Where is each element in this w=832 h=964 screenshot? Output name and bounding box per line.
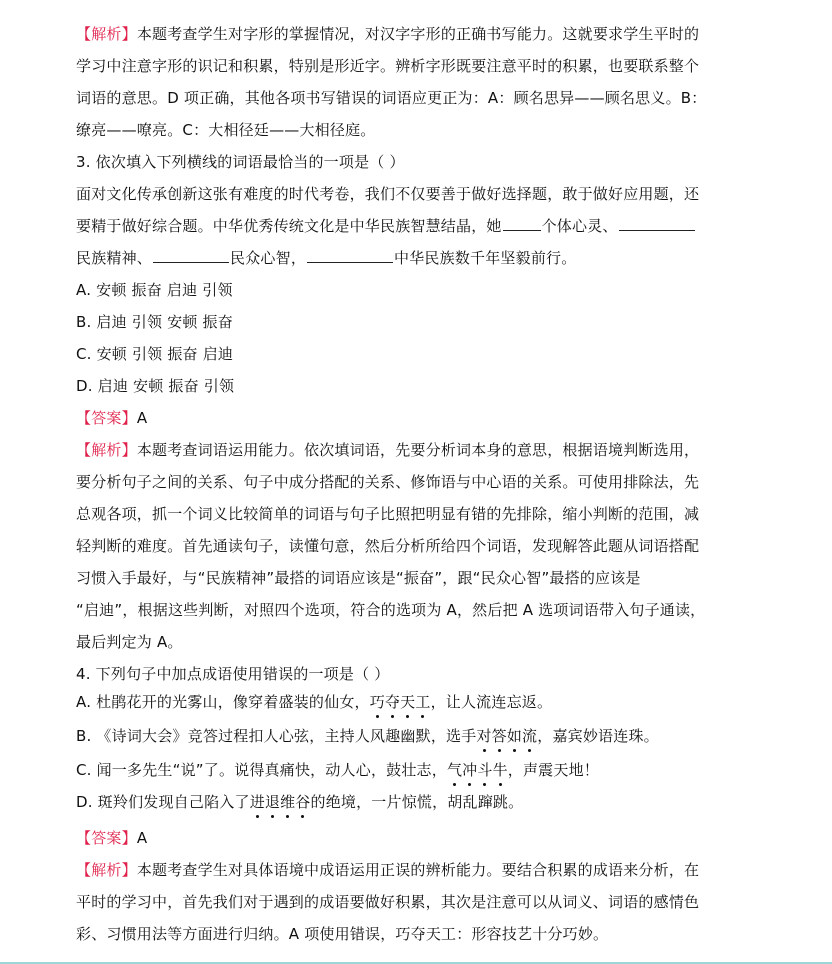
dotted-character: 对: [476, 727, 492, 745]
dotted-character: 答: [491, 727, 507, 745]
option-text: B. 《诗词大会》竞答过程扣人心弦，主持人风趣幽默，选手: [76, 727, 477, 745]
analysis-paragraph-line: [76, 440, 699, 460]
blank-4: [307, 248, 393, 263]
dotted-character: 进: [249, 793, 265, 811]
analysis-text: 本题考查词语运用能力。依次填词语，先要分析词本身的意思，根据语境判断选用，: [136, 441, 700, 459]
option-d: D. 启迪 安顿 振奋 引领: [76, 377, 235, 395]
passage-text: 个体心灵、: [541, 217, 618, 235]
dotted-character: 维: [280, 793, 296, 811]
analysis-label: 【解析】: [76, 25, 137, 43]
question-3-passage: [76, 216, 696, 236]
passage-text: 民众心智，: [230, 249, 307, 267]
option-text: C. 闻一多先生“说”了。说得真痛快，动人心，鼓壮志，: [76, 761, 447, 779]
question-3-passage: [76, 248, 576, 268]
question-3-stem: 3. 依次填入下列横线的词语最恰当的一项是（ ）: [76, 153, 405, 171]
analysis-text: 轻判断的难度。首先通读句子，读懂句意，然后分析所给四个词语，发现解答此题从词语搭配: [76, 537, 700, 555]
dotted-idiom: [476, 727, 537, 745]
dotted-character: 工: [415, 693, 431, 711]
option-text: D. 斑羚们发现自己陷入了: [76, 793, 250, 811]
analysis-paragraph-line: [76, 24, 699, 44]
analysis-text: 本题考查学生对具体语境中成语运用正误的辨析能力。要结合积累的成语来分析，在: [136, 861, 700, 879]
option-d: [76, 792, 523, 812]
analysis-text: 最后判定为 A。: [76, 633, 183, 651]
dotted-character: 巧: [369, 693, 385, 711]
analysis-text: 总观各项，抓一个词义比较简单的词语与句子比照把明显有错的先排除，缩小判断的范围，减: [76, 505, 700, 523]
dotted-character: 流: [522, 727, 538, 745]
analysis-label: 【解析】: [76, 861, 137, 879]
option-text: ，嘉宾妙语连珠。: [537, 727, 659, 745]
question-3-passage: 面对文化传承创新这张有难度的时代考卷，我们不仅要善于做好选择题，敢于做好应用题，还: [76, 185, 700, 203]
analysis-text: 缭亮——嘹亮。C：大相径廷——大相径庭。: [76, 121, 376, 139]
analysis-label: 【解析】: [76, 441, 137, 459]
option-c: [76, 760, 599, 780]
dotted-idiom: [250, 793, 311, 811]
dotted-character: 冲: [462, 761, 478, 779]
dotted-character: 夺: [384, 693, 401, 711]
option-text: A. 杜鹃花开的光雾山，像穿着盛装的仙女，: [76, 693, 370, 711]
answer-label: 【答案】: [76, 829, 137, 847]
answer-line: [76, 408, 147, 428]
blank-3: [153, 248, 229, 263]
analysis-text: 习惯入手最好，与“民族精神”最搭的词语应该是“振奋”，跟“民众心智”最搭的应该是: [76, 569, 641, 587]
option-c: C. 安顿 引领 振奋 启迪: [76, 345, 234, 363]
option-text: ，让人流连忘返。: [430, 693, 553, 711]
analysis-text: 词语的意思。D 项正确，其他各项书写错误的词语应更正为：A：顾名思异——顾名思义。B：: [76, 89, 707, 107]
answer-value: A: [136, 409, 148, 427]
dotted-character: 牛: [492, 761, 508, 779]
analysis-text: 要分析句子之间的关系、句子中成分搭配的关系、修饰语与中心语的关系。可使用排除法，先: [76, 473, 700, 491]
dotted-character: 气: [446, 761, 463, 779]
analysis-paragraph-line: [76, 860, 699, 880]
option-b: B. 启迪 引领 安顿 振奋: [76, 313, 233, 331]
option-b: [76, 726, 659, 746]
dotted-idiom: [370, 693, 431, 711]
dotted-character: 谷: [295, 793, 311, 811]
dotted-character: 退: [264, 793, 281, 811]
analysis-text: 彩、习惯用法等方面进行归纳。A 项使用错误，巧夺天工：形容技艺十分巧妙。: [76, 925, 609, 943]
passage-text: 民族精神、: [76, 249, 153, 267]
answer-value: A: [136, 829, 148, 847]
blank-1: [503, 216, 541, 231]
passage-text: 中华民族数千年坚毅前行。: [394, 249, 577, 267]
analysis-text: 本题考查学生对字形的掌握情况，对汉字字形的正确书写能力。这就要求学生平时的: [136, 25, 700, 43]
option-a: A. 安顿 振奋 启迪 引领: [76, 281, 233, 299]
dotted-character: 斗: [477, 761, 493, 779]
dotted-idiom: [447, 761, 508, 779]
answer-line: [76, 828, 147, 848]
analysis-text: “启迪”，根据这些判断，对照四个选项，符合的选项为 A，然后把 A 选项词语带入句子通读，: [76, 601, 706, 619]
blank-2: [619, 216, 695, 231]
dotted-character: 如: [506, 727, 523, 745]
analysis-text: 学习中注意字形的识记和积累，特别是形近字。辨析字形既要注意平时的积累，也要联系整个: [76, 57, 700, 75]
answer-label: 【答案】: [76, 409, 137, 427]
question-4-stem: 4. 下列句子中加点成语使用错误的一项是（ ）: [76, 665, 390, 683]
option-a: [76, 692, 552, 712]
passage-text: 要精于做好综合题。中华优秀传统文化是中华民族智慧结晶，她: [76, 217, 502, 235]
option-text: ，声震天地！: [507, 761, 599, 779]
analysis-text: 平时的学习中，首先我们对于遇到的成语要做好积累，其次是注意可以从词义、词语的感情色: [76, 893, 700, 911]
option-text: 的绝境，一片惊慌，胡乱蹿跳。: [310, 793, 524, 811]
dotted-character: 天: [400, 693, 416, 711]
